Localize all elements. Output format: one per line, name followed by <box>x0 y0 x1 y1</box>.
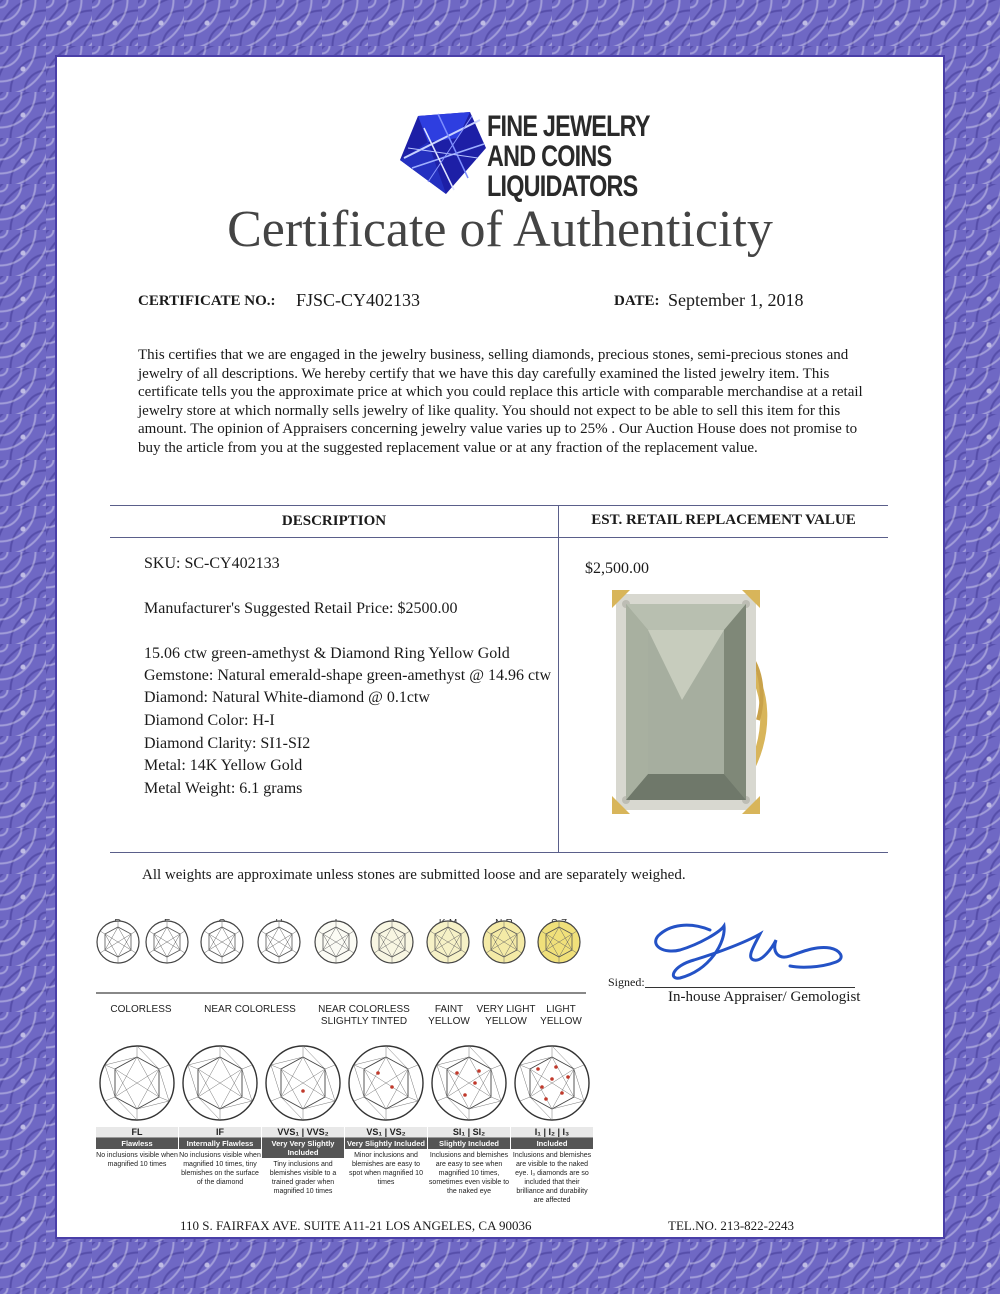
color-grade-0 <box>96 1004 186 1016</box>
clarity-name: Slightly Included <box>428 1138 510 1149</box>
clarity-description: Inclusions and blemishes are visible to the naked eye. I₃ diamonds are so included that their brilliance and durability are affected <box>512 1152 592 1204</box>
brand-line-1: FINE JEWELRY <box>487 110 650 143</box>
diamond-color-line: Diamond Color: H-I <box>144 712 275 729</box>
color-grade-line: LIGHT <box>546 1004 576 1015</box>
clarity-grade-4 <box>428 1127 510 1196</box>
color-scale-rule <box>96 992 586 994</box>
color-gem-s-z-icon <box>535 918 583 966</box>
color-grade-3 <box>424 1004 474 1028</box>
clarity-diamond-icon <box>180 1043 260 1123</box>
clarity-name: Included <box>511 1138 593 1149</box>
color-gem-g-icon <box>198 918 246 966</box>
gemstone-line: Gemstone: Natural emerald-shape green-amethyst @ 14.96 ctw <box>144 667 552 684</box>
color-grade-2 <box>308 1004 420 1028</box>
clarity-name: Very Slightly Included <box>345 1138 427 1149</box>
clarity-grade-5 <box>511 1127 593 1205</box>
description-header: DESCRIPTION <box>281 513 387 529</box>
table-divider <box>558 505 559 852</box>
certificate-no-label: CERTIFICATE NO.: <box>138 293 276 309</box>
clarity-name: Very Very Slightly Included <box>262 1138 344 1158</box>
clarity-description: No inclusions visible when magnified 10 times, tiny blemishes on the surface of the diamond <box>179 1152 261 1186</box>
certificate-no: FJSC-CY402133 <box>296 290 421 310</box>
clarity-code: I₁ | I₂ | I₃ <box>511 1127 593 1138</box>
replacement-value: $2,500.00 <box>585 560 649 577</box>
clarity-diamond-icon <box>97 1043 177 1123</box>
clarity-code: VS₁ | VS₂ <box>345 1127 427 1138</box>
color-gem-f-icon <box>143 918 191 966</box>
color-grade-line: VERY LIGHT <box>476 1004 536 1015</box>
color-gem-d-icon <box>94 918 142 966</box>
clarity-diamond-icon <box>263 1043 343 1123</box>
signed-label: Signed: <box>608 975 645 989</box>
msrp-line: Manufacturer's Suggested Retail Price: $2500.00 <box>144 600 458 617</box>
diamond-line: Diamond: Natural White-diamond @ 0.1ctw <box>144 689 430 706</box>
color-grade-line: YELLOW <box>428 1016 470 1027</box>
value-header: EST. RETAIL REPLACEMENT VALUE <box>591 512 856 528</box>
clarity-grade-3 <box>345 1127 427 1187</box>
brand-line-2: AND COINS <box>487 140 612 173</box>
table-bottom-rule <box>110 852 888 853</box>
clarity-diamond-icon <box>429 1043 509 1123</box>
clarity-grade-1 <box>179 1127 261 1187</box>
clarity-diamond-icon <box>512 1043 592 1123</box>
date-label: DATE: <box>614 293 660 309</box>
diamond-clarity-line: Diamond Clarity: SI1-SI2 <box>144 735 311 752</box>
color-grade-1 <box>190 1004 310 1016</box>
color-gem-j-icon <box>368 918 416 966</box>
appraiser-title: In-house Appraiser/ Gemologist <box>668 989 861 1005</box>
ring-photo <box>612 590 772 820</box>
clarity-name: Internally Flawless <box>179 1138 261 1149</box>
clarity-name: Flawless <box>96 1138 178 1149</box>
item-title-line: 15.06 ctw green-amethyst & Diamond Ring Yellow Gold <box>144 645 510 662</box>
intro-paragraph: This certifies that we are engaged in the jewelry business, selling diamonds, precious stones, semi-precious stones and jewelry of all descriptions. We hereby certify that we have this day carefully examined the listed jewelry item. This certificate tells you the approximate price at which you could replace this article with comparable merchandise at a retail jewelry store at which normally sells jewelry of like quality. You should not expect to be able to sell this item for this amount. The opinion of Appraisers concerning jewelry value varies up to 25% . Our Auction House does not promise to buy the article from you at the suggested replacement value or at any fraction of the replacement value. <box>138 347 863 456</box>
gem-logo-icon <box>398 108 488 198</box>
color-grade-line: YELLOW <box>540 1016 582 1027</box>
signature-icon <box>650 912 860 982</box>
color-gem-n-r-icon <box>480 918 528 966</box>
certificate-title: Certificate of Authenticity <box>227 201 773 258</box>
color-gem-i-icon <box>312 918 360 966</box>
brand-line-3: LIQUIDATORS <box>487 170 638 203</box>
color-grade-line: YELLOW <box>485 1016 527 1027</box>
address: 110 S. FAIRFAX AVE. SUITE A11-21 LOS ANGELES, CA 90036 <box>180 1218 532 1233</box>
color-grade-line: NEAR COLORLESS <box>204 1004 296 1015</box>
clarity-description: Tiny inclusions and blemishes visible to a trained grader when magnified 10 times <box>269 1161 337 1195</box>
table-header-rule <box>110 537 888 538</box>
clarity-code: IF <box>179 1127 261 1138</box>
color-grade-line: SLIGHTLY TINTED <box>320 1016 408 1027</box>
color-grade-line: COLORLESS <box>110 1004 172 1015</box>
clarity-code: SI₁ | SI₂ <box>428 1127 510 1138</box>
color-gem-h-icon <box>255 918 303 966</box>
color-gem-k-m-icon <box>424 918 472 966</box>
clarity-grade-2 <box>262 1127 344 1196</box>
sku-line: SKU: SC-CY402133 <box>144 555 280 572</box>
clarity-diamond-icon <box>346 1043 426 1123</box>
clarity-code: FL <box>96 1127 178 1138</box>
clarity-description: Minor inclusions and blemishes are easy to spot when magnified 10 times <box>349 1152 423 1186</box>
clarity-description: No inclusions visible when magnified 10 times <box>96 1152 178 1168</box>
clarity-grade-0 <box>96 1127 178 1169</box>
clarity-description: Inclusions and blemishes are easy to see when magnified 10 times, sometimes even visible to the naked eye <box>428 1152 510 1195</box>
phone: TEL.NO. 213-822-2243 <box>668 1218 795 1233</box>
metal-weight-line: Metal Weight: 6.1 grams <box>144 780 303 797</box>
weights-note: All weights are approximate unless stones are submitted loose and are separately weighed. <box>142 867 686 883</box>
table-top-rule <box>110 505 888 506</box>
color-grade-4 <box>476 1004 536 1028</box>
color-grade-line: NEAR COLORLESS <box>318 1004 410 1015</box>
certificate-date: September 1, 2018 <box>668 290 804 310</box>
clarity-code: VVS₁ | VVS₂ <box>262 1127 344 1138</box>
color-grade-5 <box>536 1004 586 1028</box>
color-grade-line: FAINT <box>434 1004 464 1015</box>
signature-line <box>645 987 855 988</box>
metal-line: Metal: 14K Yellow Gold <box>144 757 303 774</box>
